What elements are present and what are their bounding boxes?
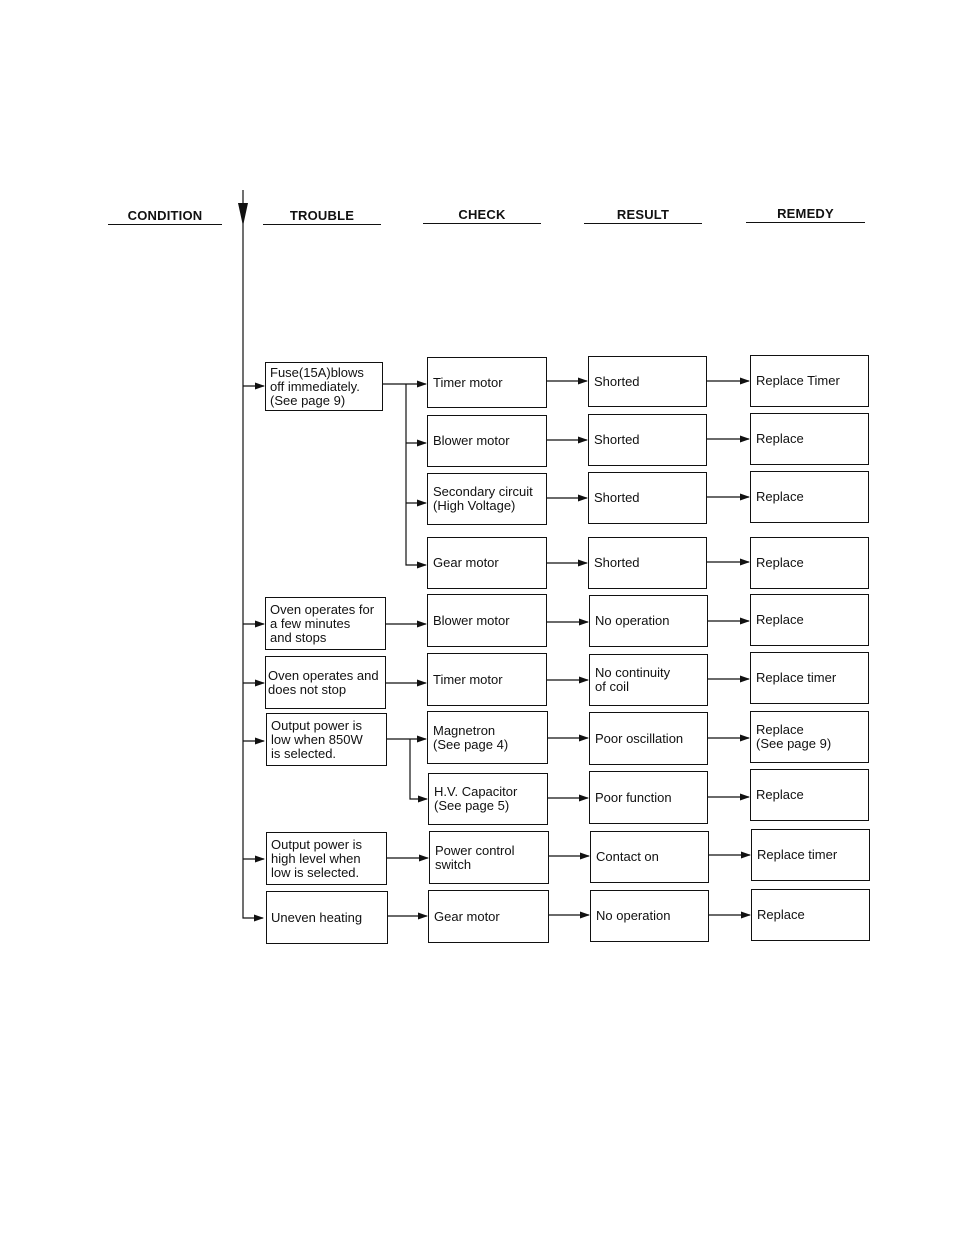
result-box: Poor function (589, 771, 708, 824)
remedy-box: Replace (750, 537, 869, 589)
result-box: Shorted (588, 356, 707, 407)
trouble-box: Uneven heating (266, 891, 388, 944)
check-box: Timer motor (427, 653, 547, 706)
remedy-box: Replace Timer (750, 355, 869, 407)
result-box: Shorted (588, 414, 707, 466)
result-box: Poor oscillation (589, 712, 708, 765)
result-box: No operation (590, 890, 709, 942)
header-check: CHECK (423, 207, 541, 224)
check-box: Secondary circuit (High Voltage) (427, 473, 547, 525)
result-box: No operation (589, 595, 708, 647)
header-trouble: TROUBLE (263, 208, 381, 225)
remedy-box: Replace timer (750, 652, 869, 704)
remedy-box: Replace timer (751, 829, 870, 881)
result-box: Shorted (588, 537, 707, 589)
check-box: Magnetron (See page 4) (427, 711, 548, 764)
trouble-box: Oven operates for a few minutes and stops (265, 597, 386, 650)
check-box: Blower motor (427, 415, 547, 467)
header-condition: CONDITION (108, 208, 222, 225)
result-box: No continuity of coil (589, 654, 708, 706)
branch-line (406, 384, 426, 565)
check-box: Blower motor (427, 594, 547, 647)
check-box: Timer motor (427, 357, 547, 408)
remedy-box: Replace (750, 594, 869, 646)
main-down-arrow-icon (238, 203, 248, 226)
result-box: Shorted (588, 472, 707, 524)
main-trunk-line (243, 190, 263, 918)
check-box: Gear motor (427, 537, 547, 589)
trouble-box: Output power is high level when low is selected. (266, 832, 387, 885)
trouble-box: Fuse(15A)blows off immediately. (See page 9) (265, 362, 383, 411)
trouble-box: Oven operates and does not stop (265, 656, 386, 709)
trouble-box: Output power is low when 850W is selected. (266, 713, 387, 766)
remedy-box: Replace (750, 769, 869, 821)
result-box: Contact on (590, 831, 709, 883)
remedy-box: Replace (See page 9) (750, 711, 869, 763)
check-box: Gear motor (428, 890, 549, 943)
remedy-box: Replace (750, 471, 869, 523)
check-box: H.V. Capacitor (See page 5) (428, 773, 548, 825)
remedy-box: Replace (751, 889, 870, 941)
branch-line (410, 739, 427, 799)
remedy-box: Replace (750, 413, 869, 465)
check-box: Power control switch (429, 831, 549, 884)
header-result: RESULT (584, 207, 702, 224)
header-remedy: REMEDY (746, 206, 865, 223)
